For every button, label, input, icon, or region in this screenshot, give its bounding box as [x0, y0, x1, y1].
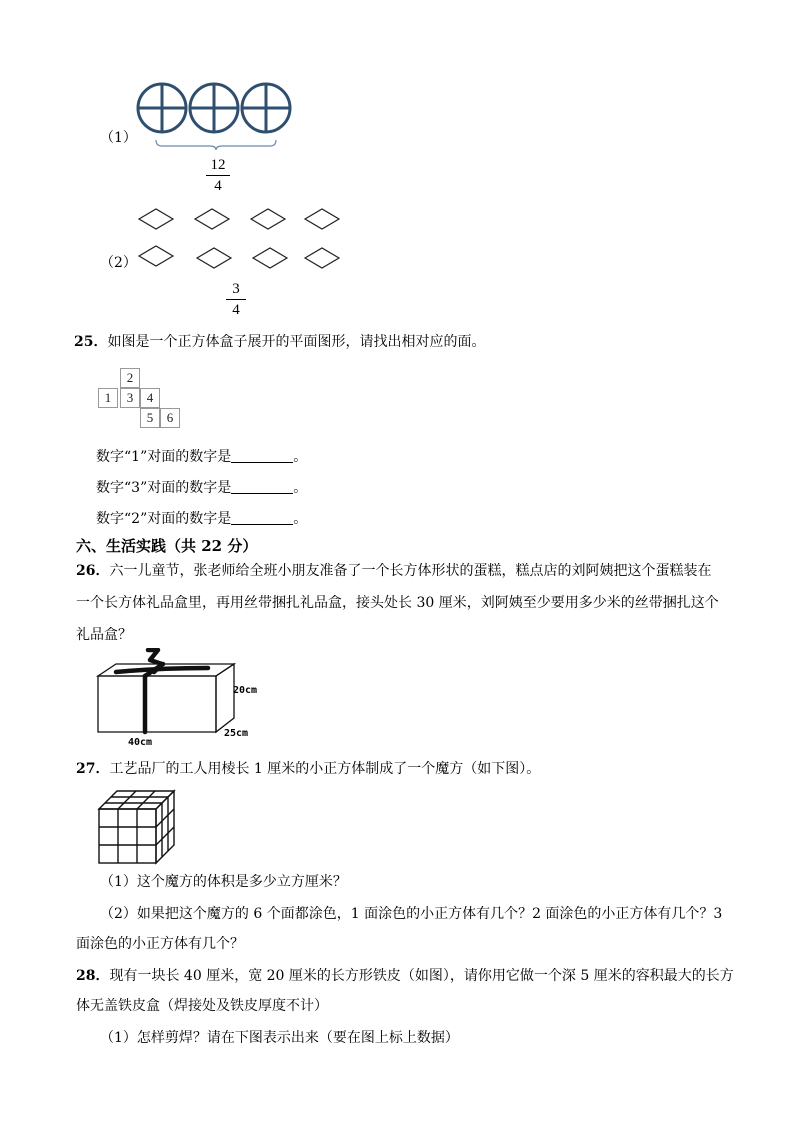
q25-blank-1: 数字“1”对面的数字是 。	[96, 449, 308, 465]
q27-sub1: （1）这个魔方的体积是多少立方厘米？	[100, 874, 347, 890]
q24-part2-label: （2）	[100, 255, 137, 271]
net-cell: 2	[120, 368, 140, 388]
q27-text: 27．工艺品厂的工人用棱长 1 厘米的小正方体制成了一个魔方（如下图）。	[76, 761, 541, 777]
height-label: 20cm	[233, 685, 258, 696]
q25-blank-3: 数字“2”对面的数字是 。	[96, 511, 308, 527]
diamond-shape	[253, 248, 287, 268]
q24-part2-fraction: 3 4	[226, 280, 246, 319]
q28-line1: 28．现有一块长 40 厘米，宽 20 厘米的长方形铁皮（如图），请你用它做一个深 5 厘米的容积最大的长方	[76, 968, 734, 984]
diamond-shape	[197, 248, 231, 268]
q27-sub2-line2: 面涂色的小正方体有几个？	[76, 936, 244, 952]
diamond-shape	[139, 246, 173, 266]
q25-text: 25．如图是一个正方体盒子展开的平面图形，请找出相对应的面。	[74, 334, 486, 350]
diamond-shape	[251, 209, 285, 229]
q24-part1-fraction: 12 4	[206, 156, 230, 195]
q26-line3: 礼品盒？	[76, 627, 132, 643]
q28-sub1: （1）怎样剪焊？请在下图表示出来（要在图上标上数据）	[100, 1030, 459, 1046]
net-cell: 4	[140, 388, 160, 408]
q28-line2: 体无盖铁皮盒（焊接处及铁皮厚度不计）	[76, 998, 328, 1014]
ribbon	[116, 668, 208, 672]
net-cell: 6	[160, 408, 180, 428]
brace	[156, 140, 276, 150]
gift-box-figure	[92, 648, 277, 750]
diamond-shape	[139, 209, 173, 229]
diamond-shape	[305, 248, 339, 268]
diamond-shape	[195, 209, 229, 229]
answer-blank[interactable]	[231, 448, 293, 463]
cube-net	[98, 368, 182, 428]
q24-part1-label: （1）	[100, 130, 137, 146]
magic-cube-figure	[96, 788, 180, 866]
q26-line2: 一个长方体礼品盒里，再用丝带捆扎礼品盒，接头处长 30 厘米，刘阿姨至少要用多少米的丝带捆扎这个	[76, 595, 719, 611]
net-cell: 3	[120, 388, 140, 408]
answer-blank[interactable]	[231, 479, 293, 494]
length-label: 40cm	[128, 737, 153, 748]
section-title: 六、生活实践（共 22 分）	[76, 537, 258, 555]
width-label: 25cm	[224, 728, 249, 739]
diamonds-figure	[136, 206, 346, 274]
net-cell: 1	[98, 388, 118, 408]
q27-sub2-line1: （2）如果把这个魔方的 6 个面都涂色，1 面涂色的小正方体有几个？2 面涂色的小正方体有几个？3	[100, 906, 723, 922]
q26-line1: 26．六一儿童节，张老师给全班小朋友准备了一个长方体形状的蛋糕，糕点店的刘阿姨把这个蛋糕装在	[76, 563, 712, 579]
circles-figure	[134, 78, 296, 150]
diamond-shape	[305, 209, 339, 229]
q25-blank-2: 数字“3”对面的数字是 。	[96, 480, 308, 496]
answer-blank[interactable]	[231, 510, 293, 525]
net-cell: 5	[140, 408, 160, 428]
